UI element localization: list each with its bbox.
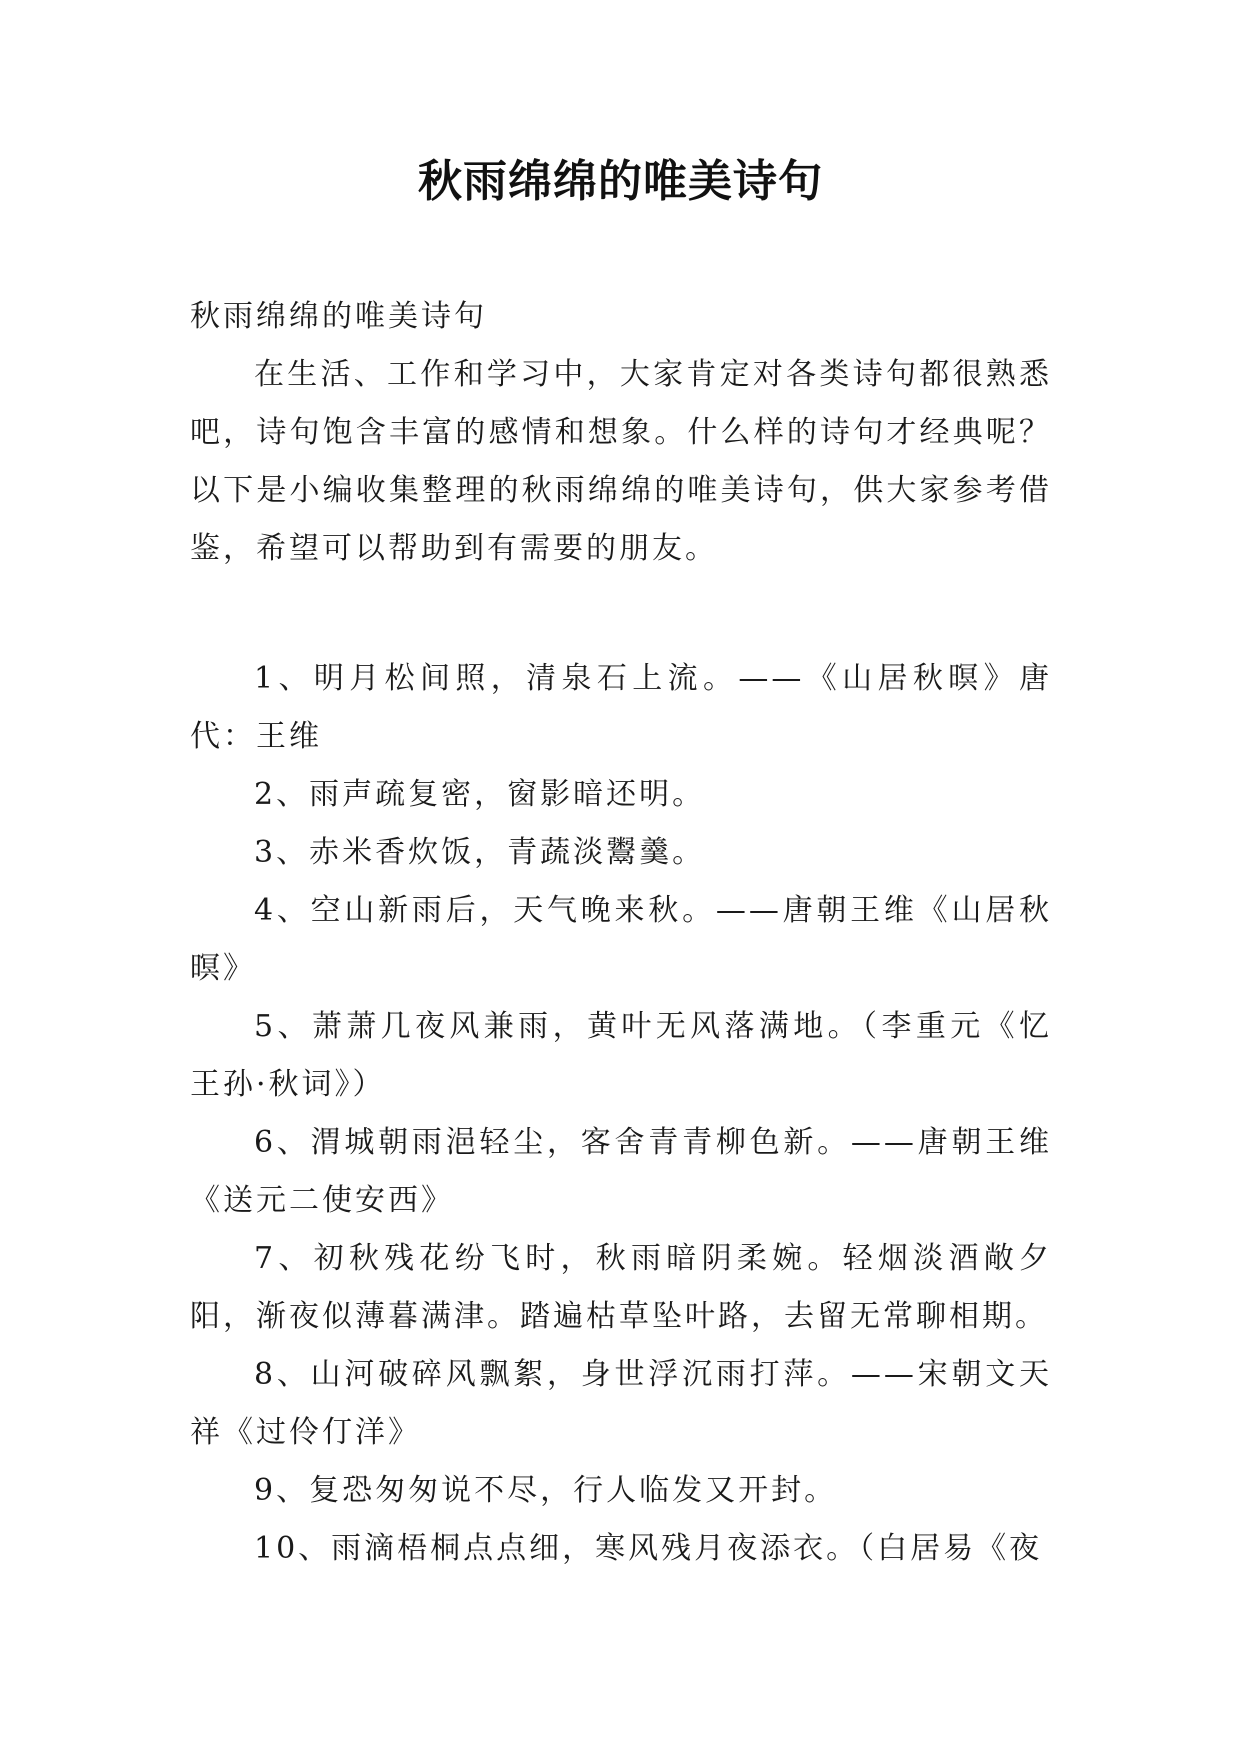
intro-paragraph: 在生活、工作和学习中，大家肯定对各类诗句都很熟悉吧，诗句饱含丰富的感情和想象。什么样的诗句才经典呢？以下是小编收集整理的秋雨绵绵的唯美诗句，供大家参考借鉴，希望可以帮助到有需要的朋友。 <box>190 357 1052 566</box>
document-title: 秋雨绵绵的唯美诗句 <box>418 156 823 207</box>
poem-line-10: 10、雨滴梧桐点点细，寒风残月夜添衣。（白居易《夜 <box>254 1531 1043 1566</box>
poem-line-7: 7、初秋残花纷飞时，秋雨暗阴柔婉。轻烟淡酒敞夕阳，渐夜似薄暮满津。踏遍枯草坠叶路，去留无常聊相期。 <box>190 1241 1052 1334</box>
poem-line-2: 2、雨声疏复密，窗影暗还明。 <box>254 777 706 812</box>
poem-line-4: 4、空山新雨后，天气晚来秋。——唐朝王维《山居秋暝》 <box>190 893 1052 986</box>
paragraph-spacer <box>190 578 1052 636</box>
document-subtitle: 秋雨绵绵的唯美诗句 <box>190 299 487 334</box>
poem-line-1: 1、明月松间照，清泉石上流。——《山居秋暝》唐代：王维 <box>190 661 1052 754</box>
poem-line-8: 8、山河破碎风飘絮，身世浮沉雨打萍。——宋朝文天祥《过伶仃洋》 <box>190 1357 1052 1450</box>
poem-line-5: 5、萧萧几夜风兼雨，黄叶无风落满地。（李重元《忆王孙·秋词》） <box>190 1009 1052 1102</box>
document-body <box>190 288 1052 1578</box>
poem-line-9: 9、复恐匆匆说不尽，行人临发又开封。 <box>254 1473 838 1508</box>
poem-list <box>190 650 1052 1578</box>
poem-line-3: 3、赤米香炊饭，青蔬淡鬻羹。 <box>254 835 706 870</box>
poem-line-6: 6、渭城朝雨浥轻尘，客舍青青柳色新。——唐朝王维《送元二使安西》 <box>190 1125 1052 1218</box>
